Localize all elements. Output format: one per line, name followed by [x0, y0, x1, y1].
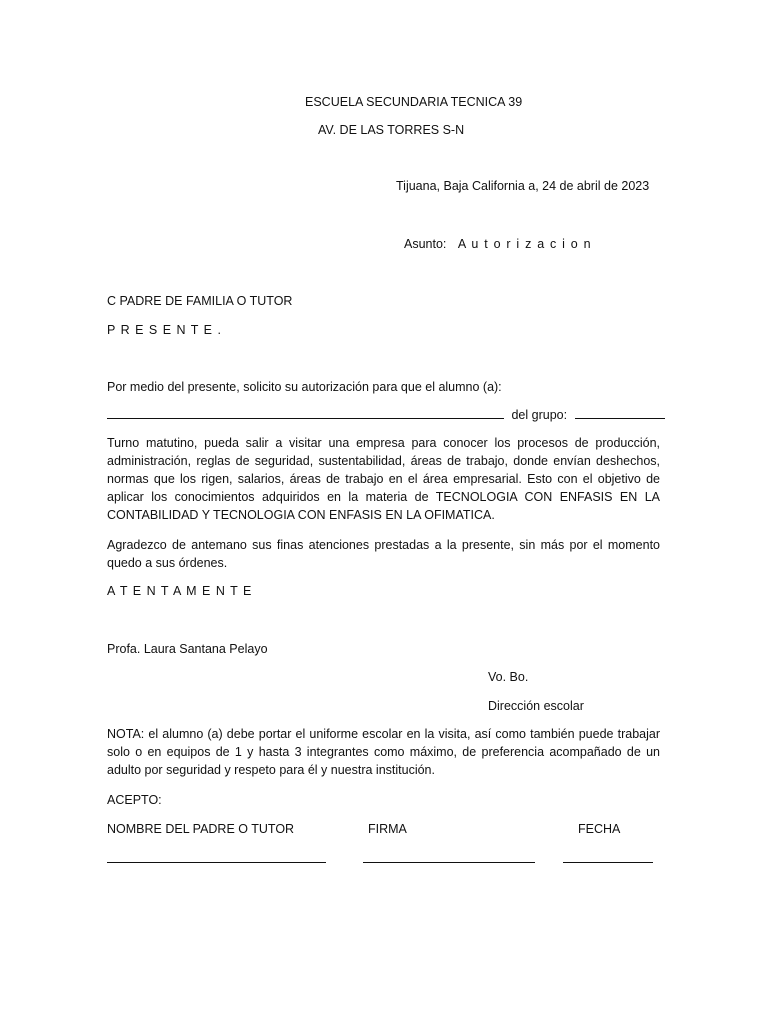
date-label: FECHA: [578, 822, 621, 836]
accept-label: ACEPTO:: [107, 793, 162, 807]
subject-line: [404, 235, 592, 253]
parent-name-label: NOMBRE DEL PADRE O TUTOR: [107, 822, 295, 836]
parent-name-line: [107, 862, 326, 863]
student-name-blank: [107, 405, 504, 419]
group-blank: [575, 405, 665, 419]
vobo-label: Vo. Bo.: [488, 670, 529, 684]
signer-name: Profa. Laura Santana Pelayo: [107, 642, 268, 656]
thanks-paragraph: Agradezco de antemano sus finas atenciones prestadas a la presente, sin más por el momento quedo a sus órdenes.: [107, 538, 660, 570]
student-group-line: [107, 405, 665, 424]
body-paragraph: Turno matutino, pueda salir a visitar una empresa para conocer los procesos de producción, administración, reglas de seguridad, sustentabilidad, áreas de trabajo, donde envían deshechos, normas que los rigen, salarios, áreas de trabajo en el área empresarial. Esto con el objetivo de aplicar los conocimientos adquiridos en la materia de TECNOLOGIA CON ENFASIS EN LA CONTABILIDAD Y TECNOLOGIA CON ENFASIS EN LA OFIMATICA.: [107, 436, 660, 522]
note-paragraph: NOTA: el alumno (a) debe portar el uniforme escolar en la visita, así como también puede trabajar solo o en equipos de 1 y hasta 3 integrantes como máximo, de preferencia acompañado de un adulto por seguridad y respeto para él y nuestra institución.: [107, 727, 660, 777]
closing: A T E N T A M E N T E: [107, 584, 253, 598]
date-line: Tijuana, Baja California a, 24 de abril de 2023: [396, 179, 650, 193]
signature-label: FIRMA: [368, 822, 407, 836]
subject-value: A u t o r i z a c i o n: [457, 237, 592, 251]
direction-label: Dirección escolar: [488, 699, 584, 713]
recipient-name: C PADRE DE FAMILIA O TUTOR: [107, 294, 293, 308]
school-name: ESCUELA SECUNDARIA TECNICA 39: [305, 95, 523, 109]
date-line-blank: [563, 862, 653, 863]
request-intro: Por medio del presente, solicito su autorización para que el alumno (a):: [107, 380, 502, 394]
recipient-present: P R E S E N T E .: [107, 323, 222, 337]
group-label: del grupo:: [511, 408, 568, 422]
subject-label: Asunto:: [404, 237, 447, 251]
school-address: AV. DE LAS TORRES S-N: [318, 123, 465, 137]
signature-line: [363, 862, 535, 863]
